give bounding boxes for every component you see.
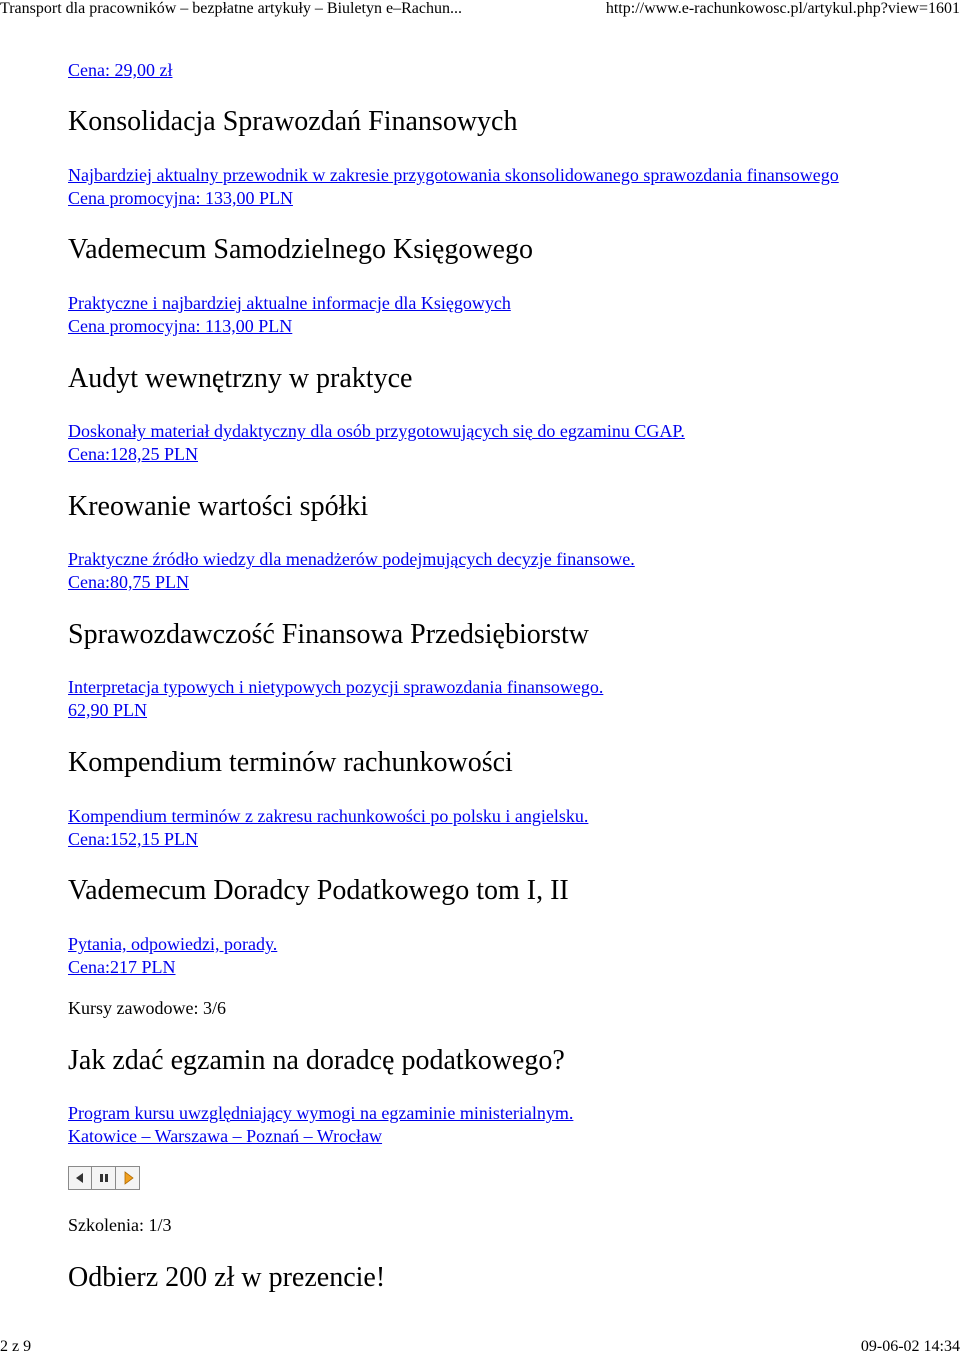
courses-counter: Kursy zawodowe: 3/6 (68, 998, 226, 1018)
product-price-link[interactable]: Cena:128,25 PLN (68, 444, 198, 464)
product-desc-link[interactable]: Pytania, odpowiedzi, porady. (68, 934, 278, 954)
pause-button[interactable] (92, 1166, 116, 1190)
pause-icon (97, 1171, 111, 1185)
top-price-link[interactable]: Cena: 29,00 zł (68, 60, 173, 80)
slider-controls (68, 1166, 140, 1190)
product-desc-link[interactable]: Doskonały materiał dydaktyczny dla osób przygotowujących się do egzaminu CGAP. (68, 421, 685, 441)
triangle-left-icon (73, 1171, 87, 1185)
product-desc-link[interactable]: Praktyczne i najbardziej aktualne informacje dla Księgowych (68, 293, 511, 313)
next-button[interactable] (116, 1166, 140, 1190)
product-desc-link[interactable]: Praktyczne źródło wiedzy dla menadżerów podejmujących decyzje finansowe. (68, 549, 635, 569)
product-price-link[interactable]: 62,90 PLN (68, 700, 148, 720)
product-price-link[interactable]: Cena:80,75 PLN (68, 572, 189, 592)
product-price-link[interactable]: Cena:152,15 PLN (68, 829, 198, 849)
product-desc-link[interactable]: Najbardziej aktualny przewodnik w zakresie przygotowania skonsolidowanego sprawozdania finansowego (68, 165, 839, 185)
product-title: Audyt wewnętrzny w praktyce (68, 363, 413, 394)
product-desc-link[interactable]: Interpretacja typowych i nietypowych pozycji sprawozdania finansowego. (68, 677, 604, 697)
product-title: Kreowanie wartości spółki (68, 491, 369, 522)
prev-button[interactable] (68, 1166, 92, 1190)
print-datetime: 09-06-02 14:34 (860, 1338, 960, 1355)
product-price-link[interactable]: Cena promocyjna: 113,00 PLN (68, 316, 293, 336)
course-cities-link[interactable]: Katowice – Warszawa – Poznań – Wrocław (68, 1126, 383, 1146)
print-header (0, 0, 960, 22)
product-title: Kompendium terminów rachunkowości (68, 747, 513, 778)
page-number: 2 z 9 (0, 1338, 32, 1355)
product-price-link[interactable]: Cena:217 PLN (68, 957, 176, 977)
page-title: Transport dla pracowników – bezpłatne artykuły – Biuletyn e–Rachun... (0, 0, 462, 17)
product-title: Vademecum Doradcy Podatkowego tom I, II (68, 875, 569, 906)
product-title: Konsolidacja Sprawozdań Finansowych (68, 106, 518, 137)
triangle-right-icon (121, 1171, 135, 1185)
print-footer (0, 1338, 960, 1357)
product-desc-link[interactable]: Kompendium terminów z zakresu rachunkowości po polsku i angielsku. (68, 806, 589, 826)
product-price-link[interactable]: Cena promocyjna: 133,00 PLN (68, 188, 293, 208)
course-title: Jak zdać egzamin na doradcę podatkowego? (68, 1045, 565, 1076)
page-url: http://www.e-rachunkowosc.pl/artykul.php?view=1601 (605, 0, 960, 17)
product-title: Vademecum Samodzielnego Księgowego (68, 234, 533, 265)
course-desc-link[interactable]: Program kursu uwzględniający wymogi na egzaminie ministerialnym. (68, 1103, 574, 1123)
training-title: Odbierz 200 zł w prezencie! (68, 1262, 386, 1293)
product-title: Sprawozdawczość Finansowa Przedsiębiorstw (68, 619, 589, 650)
trainings-counter: Szkolenia: 1/3 (68, 1215, 172, 1235)
